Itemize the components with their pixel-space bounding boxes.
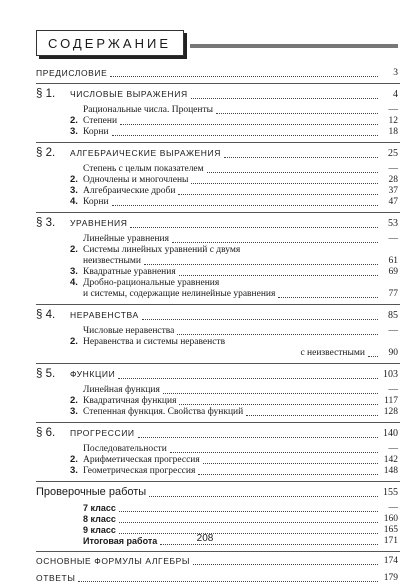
leader-dots [246,415,378,416]
item-text: Одночлены и многочлены [83,175,189,185]
page-number: 208 [196,533,214,544]
item-text: Арифметическая прогрессия [83,455,200,465]
item-number: 2. [70,454,78,465]
item-number: 4. [70,277,78,288]
item-page: 142 [383,455,398,465]
item-text: Линейные уравнения [83,234,170,244]
item-text: Последовательности [83,444,167,454]
formulas-page: 174 [383,556,398,566]
toc-item [36,127,400,138]
title-rule [190,44,398,48]
item-text-cont: с неизвестными [300,348,365,358]
section-number: § 3. [36,217,56,229]
leader-dots [368,356,378,357]
section-6 [36,427,400,477]
item-page: 18 [388,127,398,137]
leader-dots [119,522,378,523]
item-page: — [388,385,398,395]
item-text: Рациональные числа. Проценты [83,105,213,115]
item-number: 4. [70,196,78,207]
item-number: 2. [70,395,78,406]
separator [36,304,400,305]
answers-page: 179 [383,573,398,583]
item-page: 77 [388,289,398,299]
leader-dots [78,581,378,582]
leader-dots [172,242,378,243]
leader-dots [191,183,378,184]
item-text: Геометрическая прогрессия [83,466,196,476]
item-page: 148 [383,466,398,476]
section-title: ФУНКЦИИ [70,369,116,379]
leader-dots [193,564,378,565]
item-text: Корни [83,127,109,137]
item-page: — [388,503,398,513]
contents-title-text: СОДЕРЖАНИЕ [48,35,172,51]
item-number: 2. [70,174,78,185]
item-text: Квадратичная функция [83,396,177,406]
item-text: Квадратные уравнения [83,267,176,277]
leader-dots [130,227,378,228]
checks-page: 155 [383,487,398,498]
section-heading [36,147,400,160]
item-text: Корни [83,197,109,207]
item-number: 2. [70,336,78,347]
item-number: 3. [70,126,78,137]
leader-dots [179,404,378,405]
section-title: АЛГЕБРАИЧЕСКИЕ ВЫРАЖЕНИЯ [70,148,221,158]
leader-dots [177,334,378,335]
item-text: 8 класс [83,514,116,524]
item-page: 37 [388,186,398,196]
separator [36,551,400,552]
section-page: 25 [388,148,398,159]
leader-dots [191,98,378,99]
item-page: — [388,105,398,115]
leader-dots [160,544,378,545]
section-heading [36,217,400,230]
leader-dots [178,194,378,195]
leader-dots [207,172,378,173]
formulas-label: ОСНОВНЫЕ ФОРМУЛЫ АЛГЕБРЫ [36,556,191,566]
section-number: § 1. [36,88,56,100]
item-page: — [388,444,398,454]
leader-dots [170,452,378,453]
leader-dots [198,474,378,475]
item-page: 171 [383,536,398,546]
item-text: 7 класс [83,503,116,513]
item-page: — [388,234,398,244]
separator [36,363,400,364]
item-page: — [388,326,398,336]
leader-dots [118,378,378,379]
item-text: Степенная функция. Свойства функций [83,407,244,417]
item-number: 2. [70,115,78,126]
item-number: 2. [70,244,78,255]
section-3 [36,217,400,300]
item-page: 128 [383,407,398,417]
item-text-cont: и системы, содержащие нелинейные уравнения [83,289,276,299]
item-text: Дробно-рациональные уравнения [83,278,220,288]
separator [36,83,400,84]
section-page: 53 [388,218,398,229]
section-title: ПРОГРЕССИИ [70,428,135,438]
leader-dots [110,76,378,77]
item-text: Степени [83,116,118,126]
leader-dots [163,393,378,394]
toc-item [36,503,400,514]
toc-item [36,407,400,418]
leader-dots [119,511,378,512]
item-page: 117 [384,396,398,406]
toc-formulas [36,556,400,567]
leader-dots [149,496,378,497]
section-heading [36,88,400,101]
item-page: 47 [388,197,398,207]
section-number: § 5. [36,368,56,380]
leader-dots [138,437,378,438]
item-page: 160 [383,514,398,524]
section-page: 4 [393,89,398,100]
toc-preface [36,68,400,79]
item-text: Алгебраические дроби [83,186,176,196]
item-page: 12 [388,116,398,126]
leader-dots [203,463,378,464]
item-text: Степень с целым показателем [83,164,204,174]
checks-heading [36,486,400,499]
toc-item [36,466,400,477]
section-2 [36,147,400,208]
separator [36,422,400,423]
section-page: 103 [383,369,398,380]
item-text: 9 класс [83,525,116,535]
section-number: § 2. [36,147,56,159]
leader-dots [278,297,378,298]
item-page: — [388,164,398,174]
section-4 [36,309,400,359]
separator [36,481,400,482]
section-page: 85 [388,310,398,321]
leader-dots [179,275,378,276]
toc-item [36,337,400,348]
leader-dots [120,124,378,125]
section-number: § 4. [36,309,56,321]
item-text: Системы линейных уравнений с двумя [83,245,241,255]
section-1 [36,88,400,138]
toc-item-continuation [36,348,400,359]
leader-dots [144,264,378,265]
section-title: ЧИСЛОВЫЕ ВЫРАЖЕНИЯ [70,89,188,99]
separator [36,142,400,143]
section-heading [36,368,400,381]
toc-item [36,245,400,256]
toc-answers [36,573,400,584]
item-page: 69 [388,267,398,277]
toc-item [36,514,400,525]
item-number: 3. [70,266,78,277]
toc-item-continuation [36,289,400,300]
preface-page: 3 [393,68,398,78]
section-5 [36,368,400,418]
item-text: Линейная функция [83,385,160,395]
section-title: НЕРАВЕНСТВА [70,310,139,320]
section-heading [36,427,400,440]
item-page: 90 [388,348,398,358]
item-number: 3. [70,465,78,476]
leader-dots [142,319,378,320]
item-number: 3. [70,406,78,417]
section-heading [36,309,400,322]
item-text: Итоговая работа [83,536,158,546]
leader-dots [112,135,378,136]
item-page: 61 [388,256,398,266]
preface-label: ПРЕДИСЛОВИЕ [36,68,108,78]
contents-title [36,30,184,56]
separator [36,212,400,213]
item-text-cont: неизвестными [83,256,141,266]
section-number: § 6. [36,427,56,439]
toc-item [36,278,400,289]
item-number: 3. [70,185,78,196]
section-page: 140 [383,428,398,439]
section-title: УРАВНЕНИЯ [70,218,128,228]
toc-item [36,197,400,208]
answers-label: ОТВЕТЫ [36,573,76,583]
leader-dots [216,113,378,114]
item-text: Неравенства и системы неравенств [83,337,226,347]
item-text: Числовые неравенства [83,326,175,336]
table-of-contents [36,68,400,584]
leader-dots [112,205,378,206]
checks-title: Проверочные работы [36,486,147,498]
item-page: 165 [383,525,398,535]
leader-dots [224,157,378,158]
item-page: 28 [388,175,398,185]
